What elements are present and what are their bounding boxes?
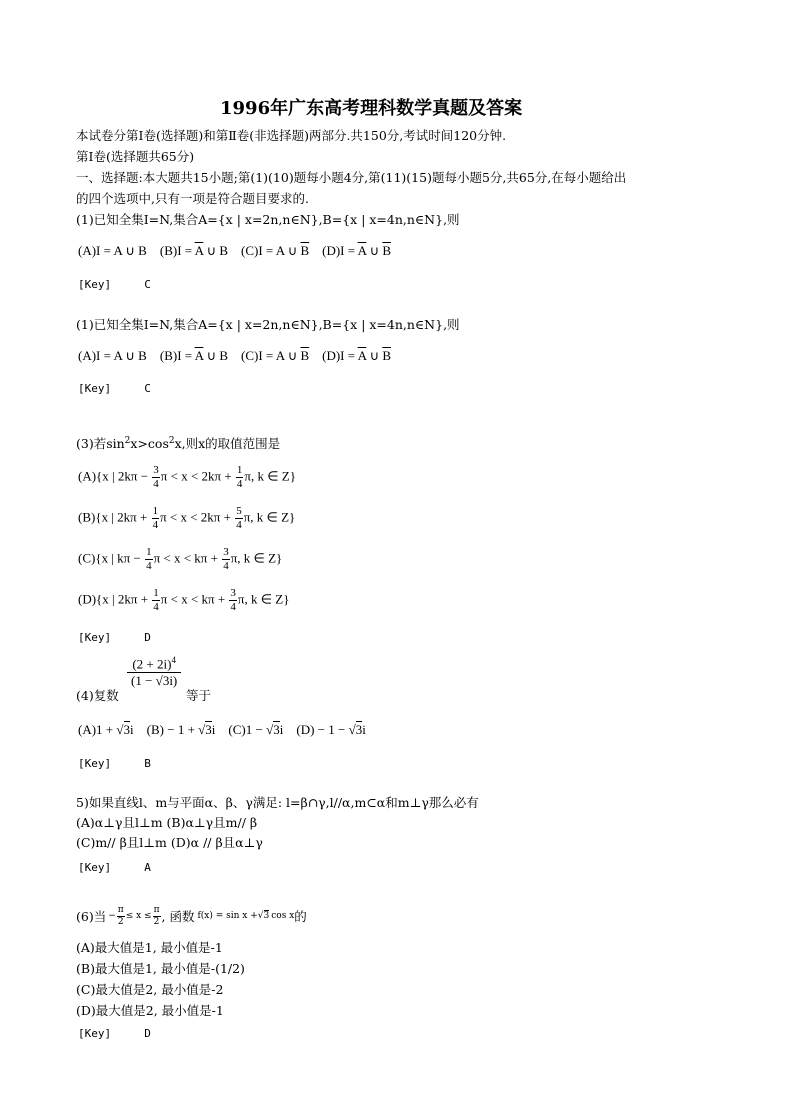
q2-stem: (1)已知全集I=N,集合A={x | x=2n,n∈N},B={x | x=4n,n∈N},则 [76, 317, 460, 332]
q6-stem: (6)当 − $\frac{\pi}{2}$ ≤ x ≤ $\frac{\pi}{2}$ , 函数 f(x) = sin x + √3 cos x 的 [76, 905, 307, 927]
q6-opt-d: (D)最大值是2, 最小值是-1 [76, 1003, 224, 1018]
q3-opt-a: (A){x | 2kπ − $\frac{3}{4}$ π < x < 2kπ + $\frac{1}{4}$ π, k ∈ Z} [78, 464, 296, 490]
q6-opt-b: (B)最大值是1, 最小值是-(1/2) [76, 961, 245, 976]
intro-line-2: 第Ⅰ卷(选择题共65分) [76, 149, 195, 164]
q4-options: (A)1 + √3i (B) − 1 + √3i (C)1 − √3i (D) − 1 − √3i [78, 722, 366, 737]
q5-opt-cd: (C)m// β且l⊥m (D)α // β且α⊥γ [76, 835, 263, 850]
q5-opt-ab: (A)α⊥γ且l⊥m (B)α⊥γ且m// β [76, 815, 258, 830]
q3-opt-c: (C){x | kπ − $\frac{1}{4}$ π < x < kπ + $\frac{3}{4}$ π, k ∈ Z} [78, 546, 283, 572]
q6-opt-a: (A)最大值是1, 最小值是-1 [76, 940, 223, 955]
q2-key: [Key] C [78, 382, 151, 395]
q3-key: [Key] D [78, 631, 151, 644]
q2-options: (A)I = A ∪ B $(B)I = \overline{A}$ ∪ B (C)I = A ∪ $\overline{B}$ $(D)I = \overline{A}$ ∪ $\overline{B}$ [78, 348, 391, 363]
intro-line-1: 本试卷分第Ⅰ卷(选择题)和第Ⅱ卷(非选择题)两部分.共150分,考试时间120分钟. [76, 128, 507, 143]
q3-opt-b: (B){x | 2kπ + $\frac{1}{4}$ π < x < 2kπ + $\frac{5}{4}$ π, k ∈ Z} [78, 505, 296, 531]
q1-opt-c: (C)I = A ∪ $\overline{B}$ [241, 243, 310, 258]
q5-stem: 5)如果直线l、m与平面α、β、γ满足: l=β∩γ,l//α,m⊂α和m⊥γ那么必有 [76, 795, 479, 810]
q1-options [78, 243, 391, 259]
q4-key: [Key] B [78, 757, 151, 770]
q4-fraction: $(2 + 2i)^4$ (1 − √3i) [127, 655, 181, 689]
q6-opt-c: (C)最大值是2, 最小值是-2 [76, 982, 224, 997]
q1-opt-b: $(B)I = \overline{A}$ ∪ B [159, 243, 228, 258]
q4-suffix: 等于 [186, 688, 212, 703]
q1-opt-a: (A)I = A ∪ B [78, 243, 147, 258]
q3-opt-d: (D){x | 2kπ + $\frac{1}{4}$ π < x < kπ + $\frac{3}{4}$ π, k ∈ Z} [78, 587, 290, 613]
q5-key: [Key] A [78, 861, 151, 874]
q3-stem: (3)若$\sin^2x>\cos^2x$,则x的取值范围是 [76, 436, 281, 452]
q4-label: (4)复数 [76, 688, 119, 703]
q1-key: [Key] C [78, 278, 151, 291]
q1-stem: (1)已知全集I=N,集合A={x | x=2n,n∈N},B={x | x=4n,n∈N},则 [76, 212, 460, 227]
intro-line-3: 一、选择题:本大题共15小题;第(1)(10)题每小题4分,第(11)(15)题每小题5分,共65分,在每小题给出 [76, 170, 627, 185]
page-title: 1996年广东高考理科数学真题及答案 [220, 98, 523, 119]
intro-line-4: 的四个选项中,只有一项是符合题目要求的. [76, 191, 309, 206]
q6-key: [Key] D [78, 1027, 151, 1040]
q1-opt-d: $(D)I = \overline{A}$ ∪ $\overline{B}$ [322, 243, 391, 258]
